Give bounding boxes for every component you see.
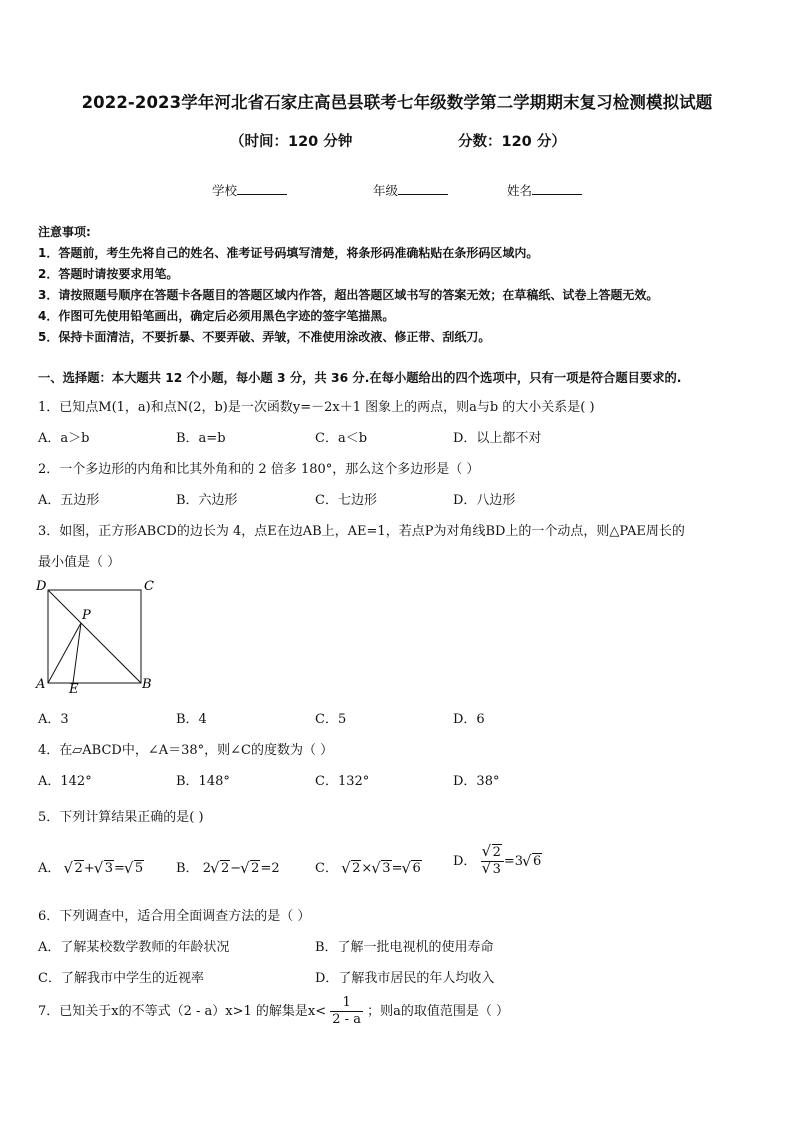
operator: =	[114, 861, 125, 876]
q6-option-d: D．了解我市居民的年人均收入	[315, 971, 495, 986]
sqrt-expression	[372, 861, 391, 876]
q2-option-b: B．六边形	[176, 493, 238, 508]
q3-option-d: D．6	[453, 712, 485, 727]
sqrt-expression	[342, 861, 361, 876]
operator: −	[230, 861, 242, 876]
label-c: C	[144, 579, 154, 594]
coefficient: 2	[202, 861, 211, 876]
radicand: 2	[352, 861, 361, 876]
radicand: 3	[104, 861, 113, 876]
q3-option-a: A．3	[38, 712, 69, 727]
operator: =	[260, 861, 272, 876]
segment-pa	[48, 623, 81, 683]
q1-option-d: D．以上都不对	[453, 431, 542, 446]
radicand: 5	[134, 861, 144, 876]
exam-title: 2022-2023学年河北省石家庄高邑县联考七年级数学第二学期期末复习检测模拟试题	[81, 93, 713, 112]
q5-option-a	[38, 857, 144, 876]
q3-option-b: B．4	[176, 712, 207, 727]
notice-item: 2．答题时请按要求用笔。	[38, 267, 179, 281]
radicand: 3	[382, 861, 391, 876]
option-letter: A．	[38, 861, 61, 876]
label-e: E	[69, 682, 79, 696]
sqrt-expression	[65, 861, 84, 876]
fraction-denominator: 2 - a	[332, 1012, 361, 1027]
operator: ×	[361, 861, 373, 876]
question-2-stem: 2．一个多边形的内角和比其外角和的 2 倍多 180°，那么这个多边形是（ ）	[38, 462, 480, 477]
question-7-stem	[38, 995, 509, 1028]
q5-option-b	[176, 857, 280, 876]
operator: =	[503, 854, 515, 869]
radicand: 2	[220, 861, 230, 876]
label-p: P	[82, 608, 91, 623]
fraction-numerator: 1	[330, 995, 363, 1012]
fraction	[481, 845, 504, 878]
radicand: 3	[492, 862, 501, 877]
option-letter: C．	[315, 861, 338, 876]
notice-title: 注意事项:	[38, 225, 91, 239]
q5-option-d	[453, 845, 542, 878]
question-1-stem: 1．已知点M(1，a)和点N(2，b)是一次函数y=－2x＋1 图象上的两点，则a与b 的大小关系是( )	[38, 400, 595, 415]
question-3-stem: 3．如图，正方形ABCD的边长为 4，点E在边AB上，AE=1，若点P为对角线BD上的一个动点，则△PAE周长的	[38, 524, 685, 539]
sqrt-expression	[483, 862, 502, 878]
q1-option-b: B．a=b	[176, 431, 226, 446]
label-b: B	[142, 677, 152, 692]
q3-option-c: C．5	[315, 712, 347, 727]
q2-option-d: D．八边形	[453, 493, 516, 508]
q2-option-a: A．五边形	[38, 493, 100, 508]
notice-block	[38, 222, 658, 348]
q6-option-b: B．了解一批电视机的使用寿命	[315, 940, 494, 955]
grade-label: 年级	[373, 183, 399, 198]
sqrt-expression	[95, 861, 114, 876]
sqrt-expression	[402, 861, 421, 876]
notice-item: 4．作图可先使用铅笔画出，确定后必须用黑色字迹的签字笔描黑。	[38, 309, 395, 323]
time-label: （时间：120 分钟	[230, 134, 353, 150]
square-diagram	[34, 576, 164, 696]
notice-item: 5．保持卡面清洁，不要折暴、不要弄破、弄皱，不准使用涂改液、修正带、刮纸刀。	[38, 330, 491, 344]
q2-option-c: C．七边形	[315, 493, 377, 508]
name-field	[507, 181, 582, 199]
radicand: 6	[412, 861, 421, 876]
q4-option-b: B．148°	[176, 774, 230, 789]
question-3-stem-cont: 最小值是（ ）	[38, 555, 121, 570]
q5-option-c	[315, 857, 422, 876]
coefficient: 3	[514, 854, 524, 869]
name-label: 姓名	[507, 183, 533, 198]
diagonal-bd	[48, 590, 141, 683]
school-label: 学校	[212, 183, 238, 198]
sqrt-expression	[523, 854, 542, 869]
result: 2	[271, 861, 280, 876]
radicand: 2	[492, 845, 501, 860]
grade-field	[373, 181, 448, 199]
notice-item: 1．答题前，考生先将自己的姓名、准考证号码填写清楚，将条形码准确粘贴在条形码区域内。	[38, 246, 539, 260]
operator: +	[83, 861, 95, 876]
label-d: D	[36, 579, 47, 594]
q4-option-a: A．142°	[38, 774, 92, 789]
question-6-stem: 6．下列调查中，适合用全面调查方法的是（ ）	[38, 909, 311, 924]
score-label: 分数：120 分）	[458, 134, 566, 150]
fraction-denominator	[481, 862, 504, 878]
q1-option-a: A．a＞b	[38, 431, 90, 446]
notice-item: 3．请按照题号顺序在答题卡各题目的答题区域内作答，超出答题区域书写的答案无效；在草稿纸、试卷上答题无效。	[38, 288, 659, 302]
question-5-stem: 5．下列计算结果正确的是( )	[38, 810, 204, 825]
sqrt-expression	[241, 861, 260, 876]
question-4-stem: 4．在▱ABCD中，∠A＝38°，则∠C的度数为（ ）	[38, 743, 334, 758]
fraction	[330, 995, 363, 1028]
option-letter: B．	[176, 861, 199, 876]
q6-option-c: C．了解我市中学生的近视率	[38, 971, 204, 986]
radicand: 2	[251, 861, 260, 876]
q1-option-c: C．a＜b	[315, 431, 368, 446]
radicand: 2	[74, 861, 83, 876]
operator: =	[391, 861, 403, 876]
q4-option-c: C．132°	[315, 774, 370, 789]
sqrt-expression	[125, 861, 144, 876]
section-heading: 一、选择题：本大题共 12 个小题，每小题 3 分，共 36 分.在每小题给出的四个选项中，只有一项是符合题目要求的.	[38, 371, 682, 385]
q7-text-after: ；则a的取值范围是（ ）	[367, 1004, 509, 1019]
radicand: 6	[533, 854, 542, 869]
option-letter: D．	[453, 854, 477, 869]
name-blank	[532, 182, 582, 195]
q7-text-before: 7．已知关于x的不等式（2 - a）x>1 的解集是x<	[38, 1004, 327, 1019]
grade-blank	[398, 182, 448, 195]
segment-pe	[73, 623, 81, 683]
label-a: A	[36, 677, 46, 692]
q6-option-a: A．了解某校数学教师的年龄状况	[38, 940, 230, 955]
school-blank	[237, 182, 287, 195]
sqrt-expression	[211, 861, 230, 876]
school-field	[212, 181, 287, 199]
q4-option-d: D．38°	[453, 774, 500, 789]
